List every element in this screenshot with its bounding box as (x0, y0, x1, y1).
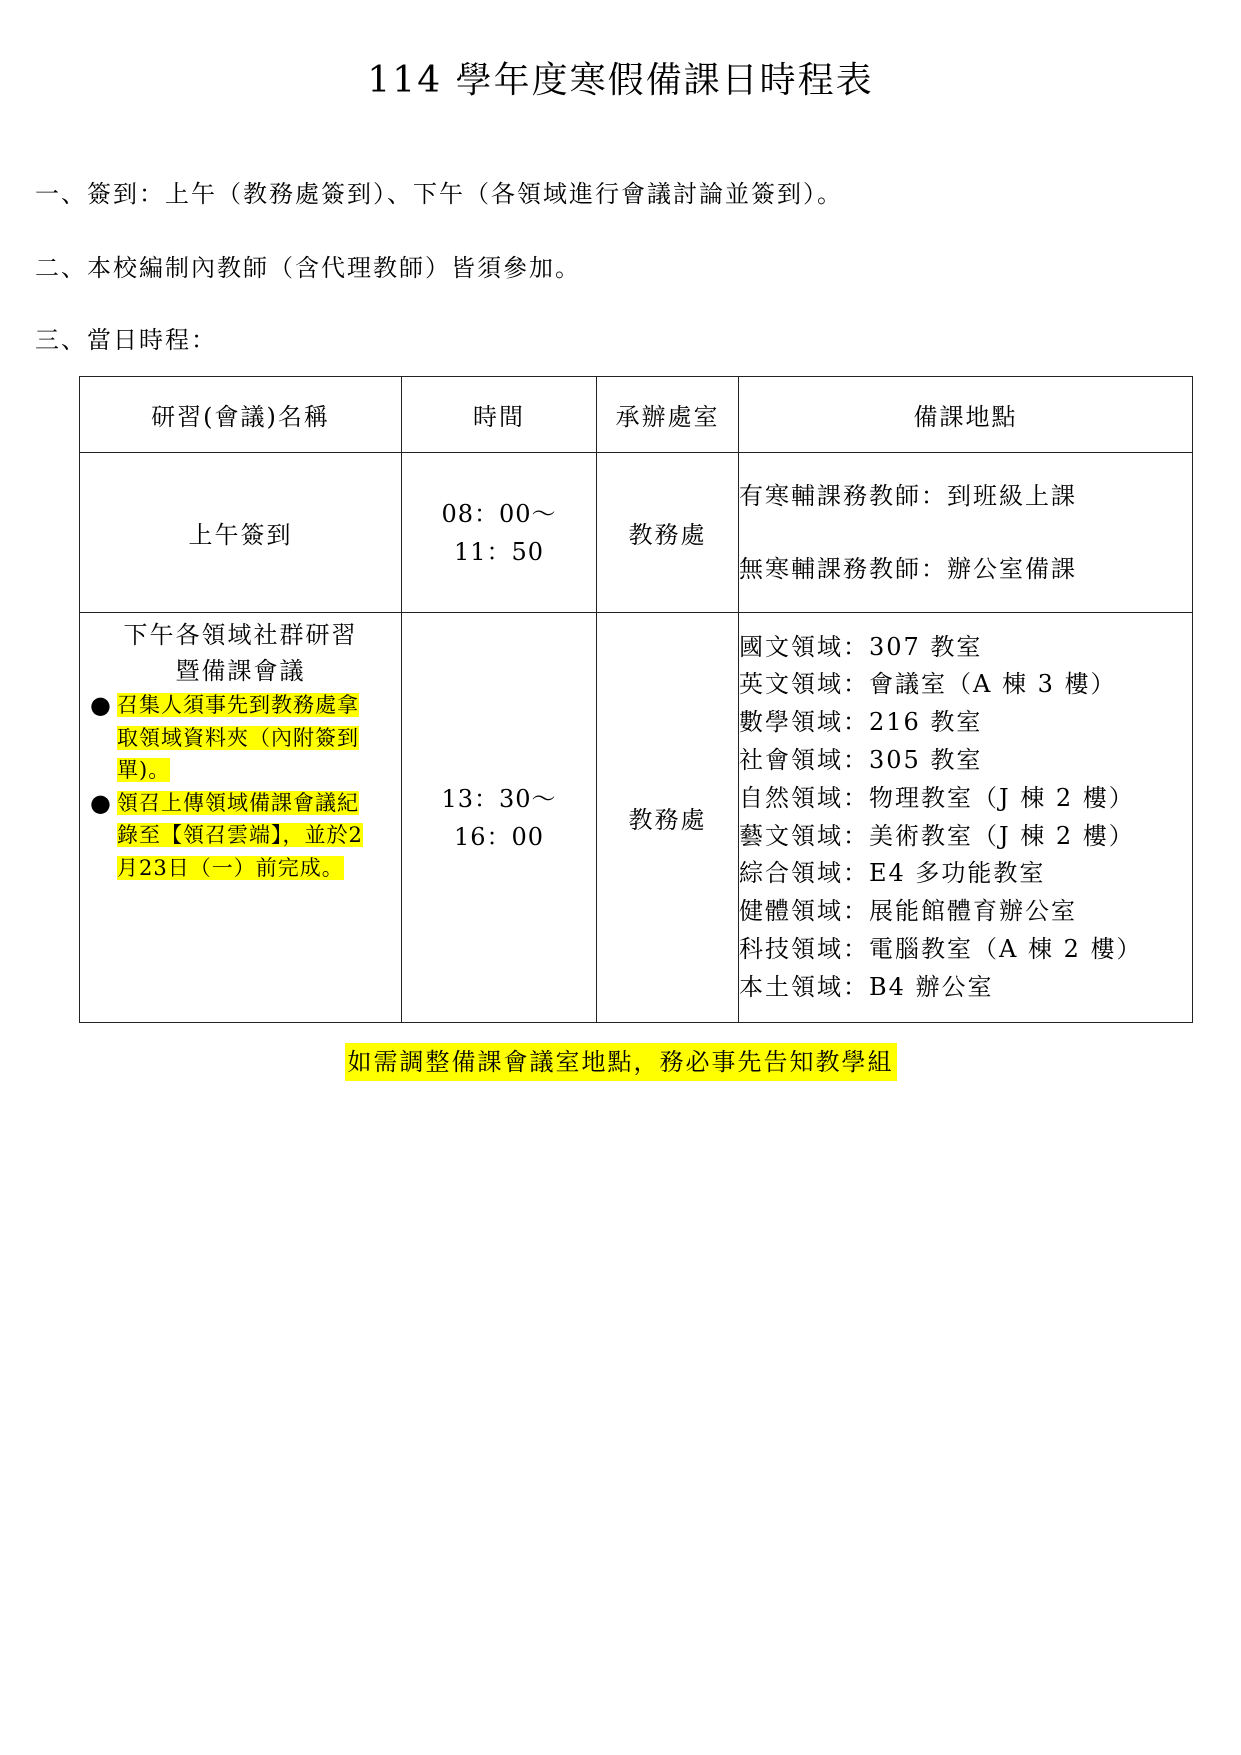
row1-locations (739, 453, 1193, 613)
row1-location: 無寒輔課務教師：辦公室備課 (739, 555, 1077, 583)
row1-office: 教務處 (597, 453, 739, 613)
row2-time (402, 613, 597, 1023)
location-item: 科技領域：電腦教室（A 棟 2 樓） (739, 934, 1143, 963)
location-item: 綜合領域：E4 多功能教室 (739, 859, 1046, 888)
row2-bullets (80, 689, 401, 885)
item-participants: 二、本校編制內教師（含代理教師）皆須參加。 (35, 254, 581, 282)
bullet-item (80, 787, 367, 885)
row1-time (402, 453, 597, 613)
note-text: 如需調整備課會議室地點，務必事先告知教學組 (345, 1043, 897, 1081)
row1-time-end: 11：50 (453, 537, 545, 566)
table-header-row (80, 377, 1193, 453)
location-item: 自然領域：物理教室（J 棟 2 樓） (739, 783, 1135, 812)
row2-time-end: 16：00 (453, 822, 545, 851)
row2-name-line: 暨備課會議 (175, 657, 306, 685)
row2-locations (739, 613, 1193, 1023)
bullet-icon: ● (90, 691, 112, 719)
row2-time-start: 13：30～ (441, 784, 557, 813)
location-item: 社會領域：305 教室 (739, 745, 983, 774)
location-item: 本土領域：B4 辦公室 (739, 972, 994, 1001)
schedule-table (79, 376, 1193, 1023)
header-location: 備課地點 (739, 377, 1193, 453)
location-item: 健體領域：展能館體育辦公室 (739, 897, 1077, 926)
row2-name-cell (80, 613, 402, 1023)
location-item: 藝文領域：美術教室（J 棟 2 樓） (739, 821, 1135, 850)
row2-office: 教務處 (597, 613, 739, 1023)
bullet-icon: ● (90, 788, 112, 817)
location-item: 國文領域：307 教室 (739, 632, 983, 661)
header-time: 時間 (402, 377, 597, 453)
row1-location: 有寒輔課務教師：到班級上課 (739, 482, 1077, 510)
highlight-note (0, 1042, 1241, 1077)
location-item: 英文領域：會議室（A 棟 3 樓） (739, 670, 1117, 699)
bullet-text: 召集人須事先到教務處拿取領域資料夾（內附簽到單)。 (117, 693, 359, 783)
row2-name-line: 下午各領域社群研習 (123, 621, 358, 649)
bullet-text: 領召上傳領域備課會議紀錄至【領召雲端】，並於2月23日（一）前完成。 (117, 790, 363, 880)
table-row (80, 453, 1193, 613)
table-row (80, 613, 1193, 1023)
row2-name (80, 617, 401, 689)
page-title: 114 學年度寒假備課日時程表 (367, 60, 874, 101)
item-sign-in: 一、簽到：上午（教務處簽到）、下午（各領域進行會議討論並簽到）。 (35, 180, 843, 208)
location-item: 數學領域：216 教室 (739, 708, 983, 737)
header-office: 承辦處室 (597, 377, 739, 453)
bullet-item (80, 689, 367, 787)
row1-time-start: 08：00～ (441, 499, 557, 528)
header-name: 研習(會議)名稱 (80, 377, 402, 453)
item-schedule: 三、當日時程： (35, 326, 217, 354)
row1-name: 上午簽到 (80, 453, 402, 613)
